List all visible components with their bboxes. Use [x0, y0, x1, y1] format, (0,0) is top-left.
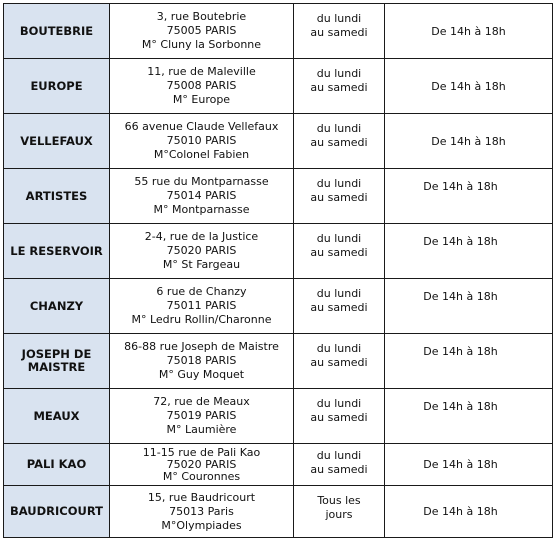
location-address	[110, 334, 294, 389]
address-street: 72, rue de Meaux	[153, 395, 250, 408]
address-city: 75011 PARIS	[166, 299, 237, 312]
days-line-1: du lundi	[316, 177, 362, 190]
days-line-1: du lundi	[316, 449, 362, 462]
address-street: 86-88 rue Joseph de Maistre	[124, 340, 279, 353]
days-line-1: du lundi	[316, 122, 362, 135]
location-days	[294, 59, 385, 114]
location-days	[294, 169, 385, 224]
days-line-2: au samedi	[310, 463, 368, 476]
location-name: BAUDRICOURT	[4, 486, 110, 538]
address-city: 75013 Paris	[169, 504, 234, 518]
location-days	[294, 444, 385, 486]
days-line-1: du lundi	[316, 12, 362, 25]
location-hours: De 14h à 18h	[385, 486, 553, 538]
location-days	[294, 4, 385, 59]
days-line-2: au samedi	[310, 26, 368, 39]
address-city: 75010 PARIS	[166, 134, 237, 147]
address-city: 75019 PARIS	[166, 409, 237, 422]
location-name: BOUTEBRIE	[4, 4, 110, 59]
location-days	[294, 279, 385, 334]
table-row	[4, 4, 553, 59]
address-metro: M° Europe	[172, 93, 231, 106]
location-hours: De 14h à 18h	[385, 389, 553, 444]
address-street: 11, rue de Maleville	[147, 65, 256, 78]
table-row	[4, 169, 553, 224]
address-metro: M° Ledru Rollin/Charonne	[131, 313, 272, 326]
address-metro: M° St Fargeau	[162, 258, 241, 271]
table-row	[4, 334, 553, 389]
location-address	[110, 486, 294, 538]
location-hours: De 14h à 18h	[385, 4, 553, 59]
address-metro: M° Guy Moquet	[158, 368, 245, 381]
address-city: 75020 PARIS	[166, 457, 237, 471]
table-row	[4, 389, 553, 444]
days-line-1: du lundi	[316, 397, 362, 410]
days-line-1: du lundi	[316, 67, 362, 80]
location-days	[294, 224, 385, 279]
location-address	[110, 389, 294, 444]
location-name: JOSEPH DE MAISTRE	[4, 334, 110, 389]
days-line-1: du lundi	[316, 342, 362, 355]
address-city: 75005 PARIS	[166, 24, 237, 37]
location-days	[294, 389, 385, 444]
table-row	[4, 486, 553, 538]
days-line-1: du lundi	[316, 232, 362, 245]
location-hours: De 14h à 18h	[385, 114, 553, 169]
location-address	[110, 59, 294, 114]
location-name: MEAUX	[4, 389, 110, 444]
days-line-2: jours	[325, 508, 353, 521]
address-street: 11-15 rue de Pali Kao	[142, 445, 261, 459]
address-street: 15, rue Baudricourt	[147, 490, 256, 504]
address-street: 66 avenue Claude Vellefaux	[124, 120, 279, 133]
days-line-2: au samedi	[310, 136, 368, 149]
location-hours: De 14h à 18h	[385, 59, 553, 114]
address-city: 75020 PARIS	[166, 244, 237, 257]
location-days	[294, 334, 385, 389]
days-line-2: au samedi	[310, 411, 368, 424]
table-row	[4, 224, 553, 279]
address-city: 75014 PARIS	[166, 189, 237, 202]
days-line-1: Tous les	[317, 494, 361, 507]
address-metro: M°Colonel Fabien	[153, 148, 250, 161]
location-address	[110, 4, 294, 59]
location-address	[110, 169, 294, 224]
location-address	[110, 444, 294, 486]
days-line-2: au samedi	[310, 191, 368, 204]
address-street: 2-4, rue de la Justice	[144, 230, 259, 243]
location-hours: De 14h à 18h	[385, 444, 553, 486]
location-name: CHANZY	[4, 279, 110, 334]
days-line-2: au samedi	[310, 81, 368, 94]
location-days	[294, 486, 385, 538]
location-address	[110, 224, 294, 279]
location-name: LE RESERVOIR	[4, 224, 110, 279]
location-address	[110, 279, 294, 334]
address-metro: M° Couronnes	[162, 469, 241, 483]
location-name: ARTISTES	[4, 169, 110, 224]
address-metro: M° Montparnasse	[153, 203, 250, 216]
location-hours: De 14h à 18h	[385, 169, 553, 224]
days-line-2: au samedi	[310, 356, 368, 369]
address-metro: M° Laumière	[166, 423, 237, 436]
days-line-2: au samedi	[310, 301, 368, 314]
location-name: PALI KAO	[4, 444, 110, 486]
location-days	[294, 114, 385, 169]
days-line-2: au samedi	[310, 246, 368, 259]
locations-table	[3, 3, 553, 538]
address-street: 55 rue du Montparnasse	[134, 175, 269, 188]
table-row	[4, 444, 553, 486]
location-name: EUROPE	[4, 59, 110, 114]
location-name: VELLEFAUX	[4, 114, 110, 169]
table-row	[4, 59, 553, 114]
table-row	[4, 279, 553, 334]
location-hours: De 14h à 18h	[385, 224, 553, 279]
table-row	[4, 114, 553, 169]
location-hours: De 14h à 18h	[385, 334, 553, 389]
address-street: 3, rue Boutebrie	[156, 10, 247, 23]
days-line-1: du lundi	[316, 287, 362, 300]
address-metro: M° Cluny la Sorbonne	[141, 38, 262, 51]
location-hours: De 14h à 18h	[385, 279, 553, 334]
location-address	[110, 114, 294, 169]
address-city: 75008 PARIS	[166, 79, 237, 92]
address-street: 6 rue de Chanzy	[156, 285, 247, 298]
address-metro: M°Olympiades	[161, 518, 242, 532]
address-city: 75018 PARIS	[166, 354, 237, 367]
